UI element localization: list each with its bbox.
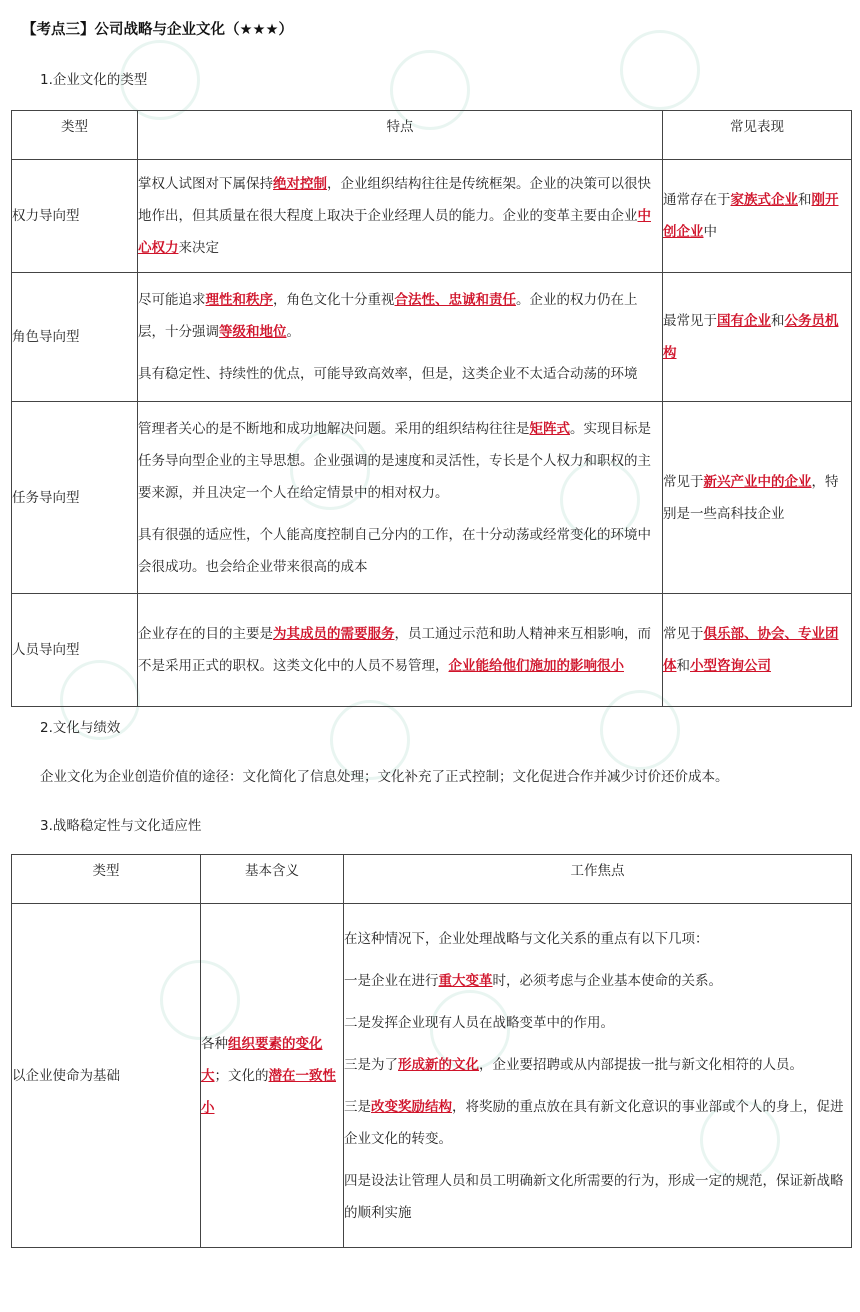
text-segment: ；文化的 [214, 1067, 269, 1084]
text-segment: 来决定 [178, 240, 219, 256]
table-header: 基本含义 [201, 855, 344, 904]
highlighted-keyword: 公务员机构 [663, 313, 839, 361]
paragraph-gap [344, 955, 851, 965]
text-segment: 通常存在于 [663, 192, 731, 208]
text-segment: 在这种情况下，企业处理战略与文化关系的重点有以下几项： [344, 930, 709, 947]
highlighted-keyword: 企业能给他们施加的影响很小 [448, 658, 624, 674]
highlighted-keyword: 刚开创企业 [663, 192, 839, 240]
highlighted-keyword: 矩阵式 [529, 420, 570, 437]
table-header: 类型 [12, 855, 201, 904]
focus-paragraph [344, 1165, 851, 1229]
features-paragraph [138, 413, 662, 509]
highlighted-keyword: 组织要素的变化大 [201, 1035, 323, 1084]
text-segment: 掌权人试图对下属保持 [138, 176, 273, 192]
table-row [12, 402, 852, 594]
focus-paragraph [344, 965, 851, 997]
features-cell [138, 402, 663, 594]
features-paragraph [138, 618, 662, 682]
common-paragraph [663, 618, 851, 682]
culture-type-cell: 人员导向型 [12, 594, 138, 707]
text-segment: 最常见于 [663, 313, 717, 329]
culture-type-cell: 角色导向型 [12, 273, 138, 402]
culture-type-cell: 任务导向型 [12, 402, 138, 594]
focus-paragraph [344, 923, 851, 955]
highlighted-keyword: 理性和秩序 [205, 292, 273, 308]
paragraph-gap [344, 997, 851, 1007]
text-segment: 管理者关心的是不断地和成功地解决问题。采用的组织结构往往是 [138, 420, 530, 437]
features-cell [138, 594, 663, 707]
text-segment: 。 [286, 324, 300, 340]
text-segment: ，员工通过示范和助人精神来互相影响，而不是采用正式的职权。这类文化中的人员不易管理， [138, 626, 651, 674]
table-row [12, 160, 852, 273]
highlighted-keyword: 小型咨询公司 [690, 658, 771, 674]
text-segment: 三是为了 [344, 1056, 398, 1073]
paragraph-gap [138, 348, 662, 358]
features-cell [138, 273, 663, 402]
highlighted-keyword: 新兴产业中的企业 [703, 473, 812, 490]
highlighted-keyword: 合法性、忠诚和责任 [394, 292, 516, 308]
table-header: 常见表现 [663, 111, 852, 160]
paragraph-gap [344, 1155, 851, 1165]
section-heading-strategy-stability: 3.战略稳定性与文化适应性 [40, 818, 202, 834]
strategy-culture-table [11, 854, 852, 1248]
stability-type-cell: 以企业使命为基础 [12, 904, 201, 1248]
highlighted-keyword: 家族式企业 [730, 192, 798, 208]
text-segment: 常见于 [663, 626, 704, 642]
table-header: 工作焦点 [344, 855, 852, 904]
text-segment: 一是企业在进行 [344, 972, 439, 989]
highlighted-keyword: 中心权力 [138, 208, 651, 256]
features-paragraph [138, 168, 662, 264]
text-segment: 二是发挥企业现有人员在战略变革中的作用。 [344, 1014, 614, 1031]
common-cell [663, 402, 852, 594]
highlighted-keyword: 潜在一致性小 [201, 1067, 336, 1116]
meaning-paragraph [201, 1028, 343, 1124]
text-segment: ，特别是一些高科技企业 [663, 473, 839, 522]
paragraph-gap [344, 1081, 851, 1091]
text-segment: ，将奖励的重点放在具有新文化意识的事业部或个人的身上，促进企业文化的转变。 [344, 1098, 844, 1147]
features-paragraph [138, 284, 662, 348]
highlighted-keyword: 为其成员的需要服务 [273, 626, 395, 642]
features-paragraph [138, 358, 662, 390]
focus-paragraph [344, 1007, 851, 1039]
text-segment: ，企业要招聘或从内部提拔一批与新文化相符的人员。 [479, 1056, 803, 1073]
common-cell [663, 160, 852, 273]
highlighted-keyword: 改变奖励结构 [371, 1098, 452, 1115]
text-segment: 和 [771, 313, 785, 329]
text-segment: 具有很强的适应性，个人能高度控制自己分内的工作，在十分动荡或经常变化的环境中会很成功。也会给企业带来很高的成本 [138, 526, 651, 575]
focus-paragraph [344, 1091, 851, 1155]
text-segment: 具有稳定性、持续性的优点，可能导致高效率，但是，这类企业不太适合动荡的环境 [138, 366, 638, 382]
highlighted-keyword: 国有企业 [717, 313, 771, 329]
text-segment: 时，必须考虑与企业基本使命的关系。 [492, 972, 722, 989]
text-segment: ，企业组织结构往往是传统框架。企业的决策可以很快地作出，但其质量在很大程度上取决于企业经理人员的能力。企业的变革主要由企业 [138, 176, 651, 224]
highlighted-keyword: 等级和地位 [219, 324, 287, 340]
paragraph-gap [138, 509, 662, 519]
common-paragraph [663, 184, 851, 248]
table-header: 特点 [138, 111, 663, 160]
text-segment: 。实现目标是任务导向型企业的主导思想。企业强调的是速度和灵活性，专长是个人权力和职权的主要来源，并且决定一个人在给定情景中的相对权力。 [138, 420, 651, 501]
text-segment: 三是 [344, 1098, 371, 1115]
highlighted-keyword: 绝对控制 [273, 176, 327, 192]
text-segment: 各种 [201, 1035, 228, 1052]
meaning-cell [201, 904, 344, 1248]
page-title: 【考点三】公司战略与企业文化（★★★） [22, 22, 293, 38]
text-segment: 和 [676, 658, 690, 674]
text-segment: 常见于 [663, 473, 704, 490]
text-segment: 尽可能追求 [138, 292, 206, 308]
highlighted-keyword: 形成新的文化 [398, 1056, 479, 1073]
common-paragraph [663, 466, 851, 530]
culture-types-table [11, 110, 852, 707]
common-cell [663, 594, 852, 707]
section-heading-culture-performance: 2.文化与绩效 [40, 720, 121, 736]
paragraph-gap [344, 1039, 851, 1049]
watermark-seal [620, 30, 700, 110]
text-segment: 四是设法让管理人员和员工明确新文化所需要的行为，形成一定的规范，保证新战略的顺利实施 [344, 1172, 844, 1221]
table-row [12, 904, 852, 1248]
section-heading-culture-types: 1.企业文化的类型 [40, 72, 148, 88]
highlighted-keyword: 重大变革 [438, 972, 493, 989]
table-header: 类型 [12, 111, 138, 160]
text-segment: 和 [798, 192, 812, 208]
highlighted-keyword: 俱乐部、协会、专业团体 [663, 626, 839, 674]
focus-cell [344, 904, 852, 1248]
table-row [12, 594, 852, 707]
text-segment: 企业存在的目的主要是 [138, 626, 273, 642]
focus-paragraph [344, 1049, 851, 1081]
features-paragraph [138, 519, 662, 583]
common-cell [663, 273, 852, 402]
features-cell [138, 160, 663, 273]
culture-type-cell: 权力导向型 [12, 160, 138, 273]
table-row [12, 273, 852, 402]
text-segment: 。企业的权力仍在上层，十分强调 [138, 292, 638, 340]
text-segment: ，角色文化十分重视 [273, 292, 395, 308]
common-paragraph [663, 305, 851, 369]
text-segment: 中 [703, 224, 717, 240]
culture-performance-text: 企业文化为企业创造价值的途径：文化简化了信息处理；文化补充了正式控制；文化促进合作并减少讨价还价成本。 [40, 769, 729, 785]
